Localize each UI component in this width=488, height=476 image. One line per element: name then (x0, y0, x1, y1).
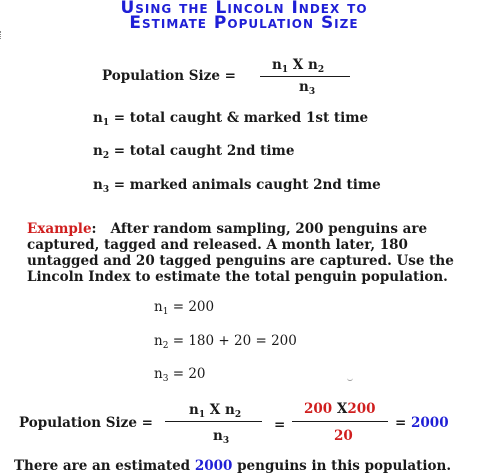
calc-numeric-fraction-bar (292, 421, 388, 422)
value-n2: $n_2 = 180 + 20 = 200$ (154, 333, 297, 351)
formula-denominator: $n_3$ (299, 79, 316, 97)
scan-smudge (347, 377, 353, 381)
calc-numeric-denominator: 20 (334, 428, 353, 444)
calc-symbolic-fraction-bar (165, 421, 262, 422)
definition-n1: $n_1$ = total caught & marked 1st time (93, 110, 369, 128)
value-n1: $n_1 = 200$ (154, 299, 215, 317)
example-label: Example (27, 221, 92, 237)
margin-mark (0, 31, 4, 39)
page-title-line-2: Estimate Population Size (129, 13, 359, 33)
example-line-2: captured, tagged and released. A month later, 180 (27, 237, 408, 253)
calc-numeric-numerator: 200 X200 (304, 401, 376, 417)
definition-n2: $n_2$ = total caught 2nd time (93, 143, 295, 161)
example-line-1: Example: After random sampling, 200 penguins are (27, 221, 428, 237)
calc-symbolic-denominator: $n_3$ (213, 428, 230, 446)
formula-numerator: $n_1$ X $n_2$ (272, 57, 325, 75)
example-line-3: untagged and 20 tagged penguins are captured. Use the (27, 253, 454, 269)
formula-lhs: Population Size = (102, 68, 236, 84)
example-line-4: Lincoln Index to estimate the total penguin population. (27, 269, 448, 285)
page-title-line-1: Using the Lincoln Index to (120, 0, 368, 18)
calc-equals: = (274, 417, 286, 433)
conclusion: There are an estimated 2000 penguins in this population. (14, 458, 452, 474)
formula-fraction-bar (260, 76, 350, 77)
calc-result: = 2000 (395, 415, 449, 431)
calc-symbolic-numerator: $n_1$ X $n_2$ (189, 402, 242, 420)
value-n3: $n_3 = 20$ (154, 366, 206, 384)
definition-n3: $n_3$ = marked animals caught 2nd time (93, 177, 381, 195)
calc-lhs: Population Size = (19, 415, 153, 431)
